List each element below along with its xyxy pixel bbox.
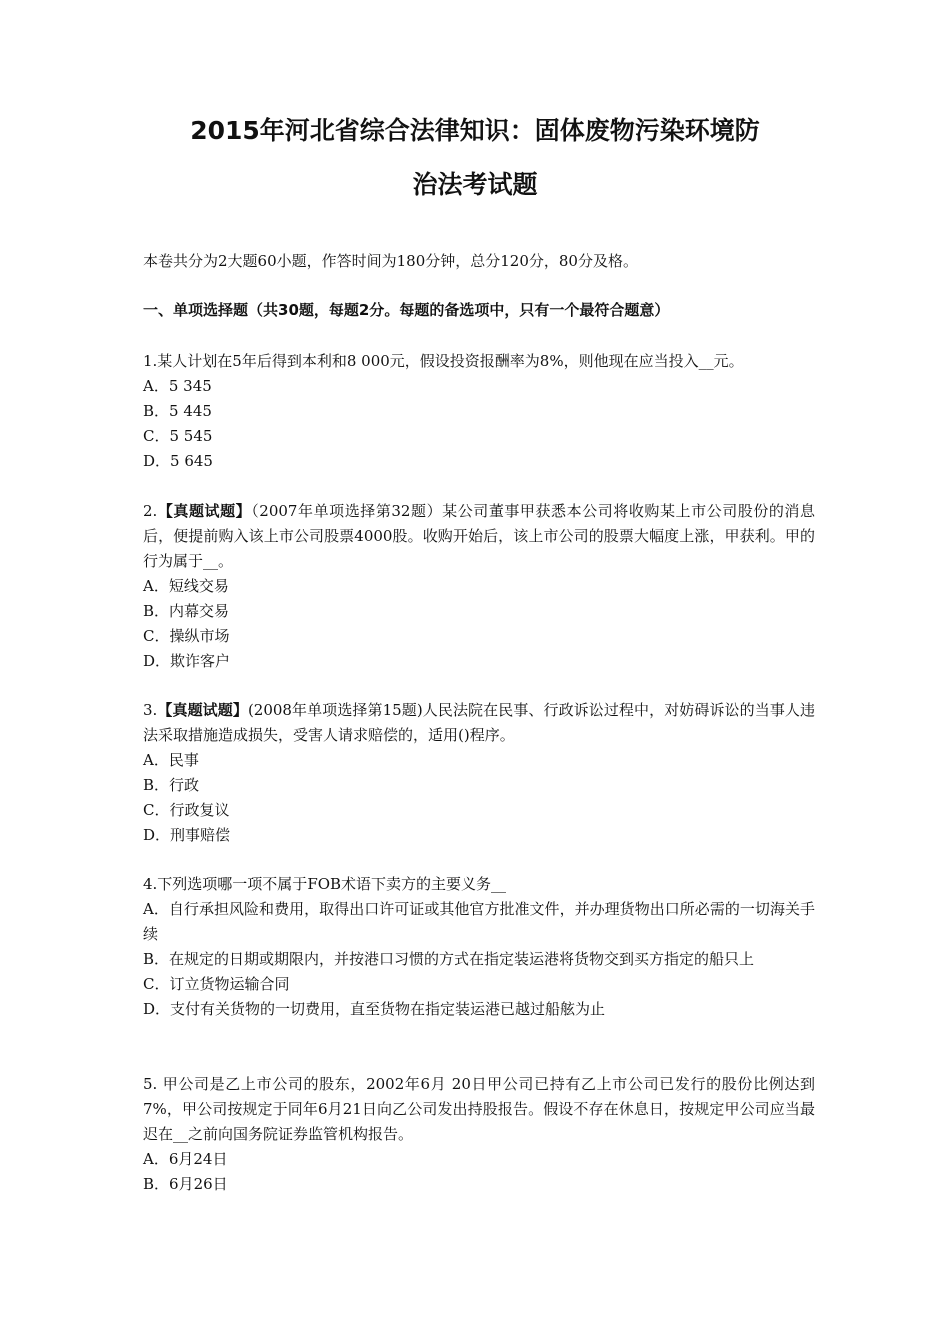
option-c: C．操纵市场 — [143, 627, 230, 645]
question-5 — [143, 1072, 815, 1197]
question-number: 3. — [143, 701, 158, 719]
option-c: C．订立货物运输合同 — [143, 975, 290, 993]
section-heading: 一、单项选择题（共30题，每题2分。每题的备选项中，只有一个最符合题意） — [143, 301, 670, 319]
option-c: C．5 545 — [143, 427, 213, 445]
option-a: A．自行承担风险和费用，取得出口许可证或其他官方批准文件，并办理货物出口所必需的一切海关手续 — [143, 900, 815, 943]
question-stem: 4.下列选项哪一项不属于FOB术语下卖方的主要义务__ — [143, 875, 507, 893]
option-b: B．在规定的日期或期限内，并按港口习惯的方式在指定装运港将货物交到买方指定的船只上 — [143, 950, 755, 968]
question-text: (2008年单项选择第15题)人民法院在民事、行政诉讼过程中，对妨碍诉讼的当事人违法采取措施造成损失，受害人请求赔偿的，适用()程序。 — [143, 701, 815, 744]
option-d: D．欺诈客户 — [143, 652, 231, 670]
question-4 — [143, 872, 815, 1022]
question-tag: 【真题试题】 — [157, 502, 252, 520]
option-b: B．行政 — [143, 776, 200, 794]
question-text: （2007年单项选择第32题）某公司董事甲获悉本公司将收购某上市公司股份的消息后，便提前购入该上市公司股票4000股。收购开始后，该上市公司的股票大幅度上涨，甲获利。甲的行为属于__。 — [143, 502, 815, 570]
option-c: C．行政复议 — [143, 801, 230, 819]
option-b: B．6月26日 — [143, 1175, 228, 1193]
question-tag: 【真题试题】 — [157, 701, 248, 719]
option-d: D．刑事赔偿 — [143, 826, 231, 844]
document-title-line-1: 2015年河北省综合法律知识：固体废物污染环境防 — [190, 116, 760, 145]
option-d: D．5 645 — [143, 452, 213, 470]
option-a: A．6月24日 — [143, 1150, 228, 1168]
question-stem — [143, 499, 815, 574]
option-a: A．5 345 — [143, 377, 212, 395]
question-2 — [143, 499, 815, 674]
option-d: D．支付有关货物的一切费用，直至货物在指定装运港已越过船舷为止 — [143, 1000, 606, 1018]
document-title-line-2: 治法考试题 — [412, 170, 538, 199]
question-stem: 5. 甲公司是乙上市公司的股东，2002年6月 20日甲公司已持有乙上市公司已发行的股份比例达到7%，甲公司按规定于同年6月21日向乙公司发出持股报告。假设不存在休息日，按规定甲公司应当最迟在__之前向国务院证券监管机构报告。 — [143, 1075, 815, 1143]
exam-intro: 本卷共分为2大题60小题，作答时间为180分钟，总分120分，80分及格。 — [143, 252, 638, 270]
question-3 — [143, 698, 815, 848]
question-stem: 1.某人计划在5年后得到本利和8 000元，假设投资报酬率为8%，则他现在应当投入__元。 — [143, 352, 744, 370]
question-stem — [143, 698, 815, 748]
option-b: B．5 445 — [143, 402, 212, 420]
option-a: A．短线交易 — [143, 577, 229, 595]
question-number: 2. — [143, 502, 158, 520]
question-1 — [143, 349, 815, 474]
option-a: A．民事 — [143, 751, 199, 769]
option-b: B．内幕交易 — [143, 602, 230, 620]
